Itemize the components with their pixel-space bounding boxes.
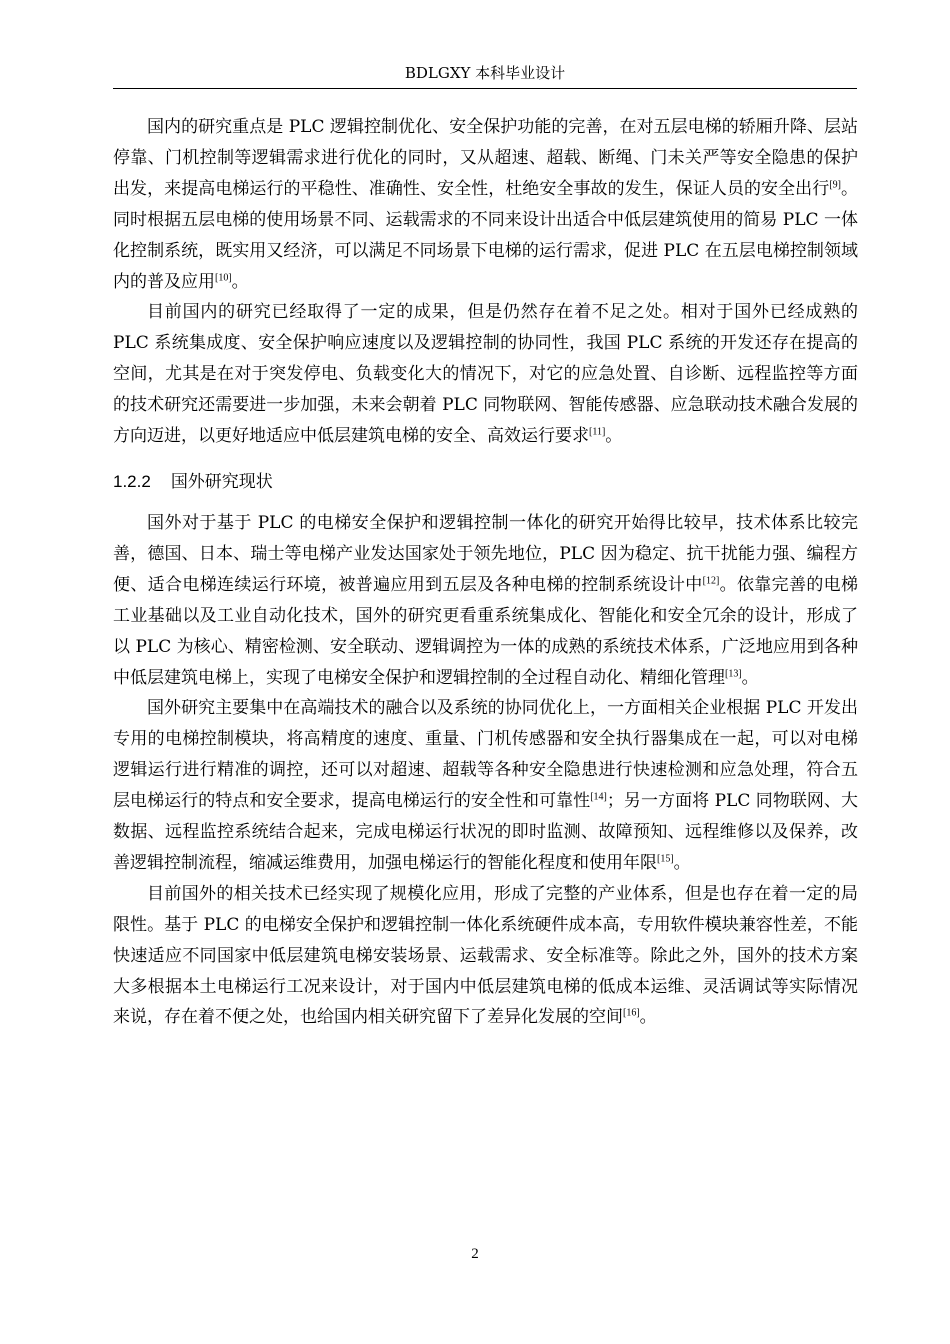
citation: [11]: [589, 426, 606, 438]
paragraph: 目前国内的研究已经取得了一定的成果，但是仍然存在着不足之处。相对于国外已经成熟的 PLC 系统集成度、安全保护响应速度以及逻辑控制的协同性，我国 PLC 系统的开发还存在提高的空间，尤其是在对于突发停电、负载变化大的情况下，对它的应急处置、自诊断、远程监控等方面的技术研究还需要进一步加强，未来会朝着 PLC 同物联网、智能传感器、应急联动技术融合发展的方向迈进，以更好地适应中低层建筑电梯的安全、高效运行要求[11]。: [113, 302, 858, 447]
section-heading: [113, 467, 858, 497]
paragraph: 国内的研究重点是 PLC 逻辑控制优化、安全保护功能的完善，在对五层电梯的轿厢升降、层站停靠、门机控制等逻辑需求进行优化的同时，又从超速、超载、断绳、门未关严等安全隐患的保护出发，来提高电梯运行的平稳性、准确性、安全性，杜绝安全事故的发生，保证人员的安全出行[9]。同时根据五层电梯的使用场景不同、运载需求的不同来设计出适合中低层建筑使用的简易 PLC 一体化控制系统，既实用又经济，可以满足不同场景下电梯的运行需求，促进 PLC 在五层电梯控制领域内的普及应用[10]。: [113, 117, 859, 292]
citation: [15]: [657, 853, 674, 865]
section-number: 1.2.2: [113, 471, 151, 491]
page-number: 2: [471, 1246, 479, 1262]
page-header: BDLGXY 本科毕业设计: [404, 64, 566, 82]
citation: [13]: [725, 667, 742, 679]
paragraph: 目前国外的相关技术已经实现了规模化应用，形成了完整的产业体系，但是也存在着一定的局限性。基于 PLC 的电梯安全保护和逻辑控制一体化系统硬件成本高，专用软件模块兼容性差，不能快速适应不同国家中低层建筑电梯安装场景、运载需求、安全标准等。除此之外，国外的技术方案大多根据本土电梯运行工况来设计，对于国内中低层建筑电梯的低成本运维、灵活调试等实际情况来说，存在着不便之处，也给国内相关研究留下了差异化发展的空间[16]。: [113, 883, 858, 1028]
citation: [9]: [829, 179, 841, 191]
citation: [16]: [623, 1007, 640, 1019]
section-title: 国外研究现状: [170, 471, 273, 492]
paragraph: 国外对于基于 PLC 的电梯安全保护和逻辑控制一体化的研究开始得比较早，技术体系比较完善，德国、日本、瑞士等电梯产业发达国家处于领先地位，PLC 因为稳定、抗干扰能力强、编程方便、适合电梯连续运行环境，被普遍应用到五层及各种电梯的控制系统设计中[12]。依靠完善的电梯工业基础以及工业自动化技术，国外的研究更看重系统集成化、智能化和安全冗余的设计，形成了以 PLC 为核心、精密检测、安全联动、逻辑调控为一体的成熟的系统技术体系，广泛地应用到各种中低层建筑电梯上，实现了电梯安全保护和逻辑控制的全过程自动化、精细化管理[13]。: [113, 512, 859, 688]
document-body: [113, 112, 858, 1033]
citation: [12]: [702, 575, 720, 587]
citation: [10]: [215, 271, 232, 283]
citation: [14]: [590, 791, 607, 803]
header-rule: [113, 88, 857, 89]
paragraph: 国外研究主要集中在高端技术的融合以及系统的协同优化上，一方面相关企业根据 PLC 开发出专用的电梯控制模块，将高精度的速度、重量、门机传感器和安全执行器集成在一起，可以对电梯逻辑运行进行精准的调控，还可以对超速、超载等各种安全隐患进行快速检测和应急处理，符合五层电梯运行的特点和安全要求，提高电梯运行的安全性和可靠性[14]；另一方面将 PLC 同物联网、大数据、远程监控系统结合起来，完成电梯运行状况的即时监测、故障预知、远程维修以及保养，改善逻辑控制流程，缩减运维费用，加强电梯运行的智能化程度和使用年限[15]。: [113, 698, 858, 873]
